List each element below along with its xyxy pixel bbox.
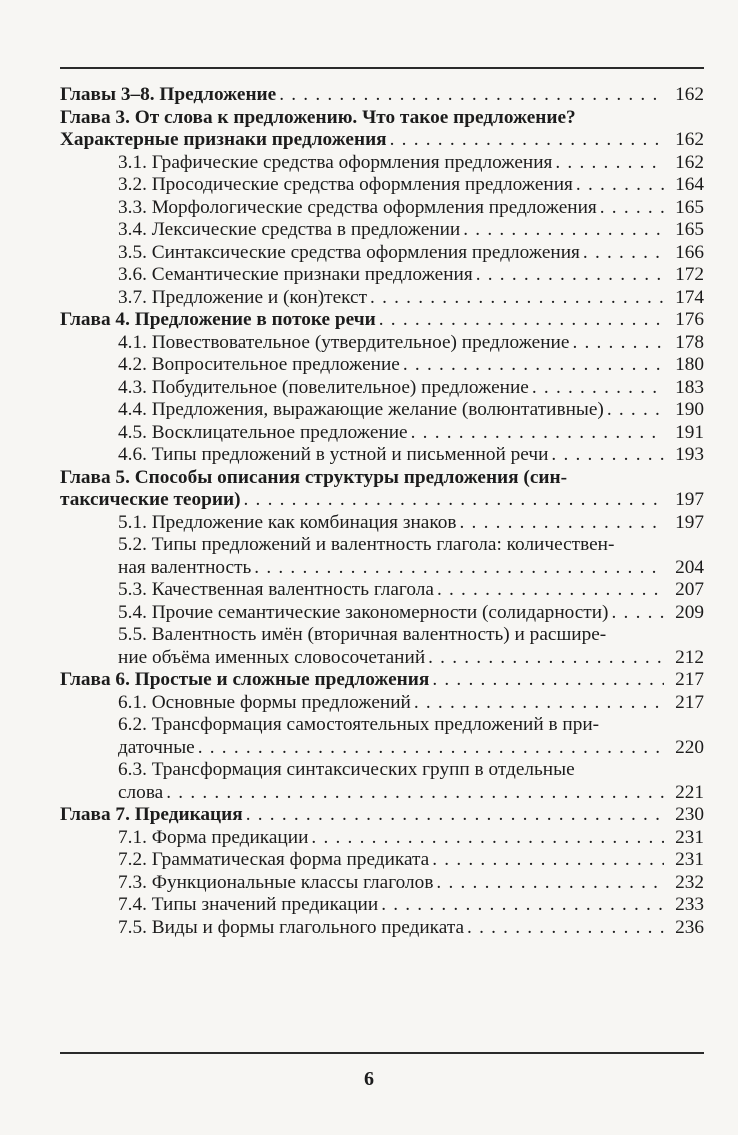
toc-entry-title: 4.2. Вопросительное предложение xyxy=(118,354,400,375)
toc-section-entry xyxy=(60,219,704,242)
toc-section-entry xyxy=(60,692,704,715)
toc-leader-dots xyxy=(436,872,664,895)
toc-entry-title: 5.2. Типы предложений и валентность глагола: количествен- xyxy=(118,534,615,555)
toc-entry-title: Характерные признаки предложения xyxy=(60,129,387,150)
toc-entry-title: Глава 7. Предикация xyxy=(60,804,243,825)
toc-entry-title: 3.5. Синтаксические средства оформления предложения xyxy=(118,241,580,263)
toc-page-number: 209 xyxy=(675,601,704,623)
toc-leader-dots xyxy=(532,377,664,400)
toc-section-entry xyxy=(60,917,704,940)
toc-leader-dots xyxy=(254,557,664,580)
toc-page-number: 233 xyxy=(675,894,704,915)
toc-page-number: 172 xyxy=(675,264,704,285)
toc-page-number: 165 xyxy=(675,196,704,218)
toc-entry-title: 4.3. Побудительное (повелительное) предложение xyxy=(118,376,529,398)
toc-entry-title: 7.2. Грамматическая форма предиката xyxy=(118,849,430,870)
toc-entry-title: Глава 5. Способы описания структуры предложения (син- xyxy=(60,466,568,488)
toc-entry-title: ная валентность xyxy=(118,556,252,578)
toc-entry-title: 4.1. Повествовательное (утвердительное) предложение xyxy=(118,331,570,353)
toc-page-number: 193 xyxy=(675,444,704,465)
toc-page-number: 162 xyxy=(675,151,704,173)
toc-leader-dots xyxy=(555,152,664,175)
toc-leader-dots xyxy=(467,917,664,940)
toc-section-entry xyxy=(60,872,704,895)
toc-entry-title: ние объёма именных словосочетаний xyxy=(118,646,426,668)
toc-page-number: 180 xyxy=(675,354,704,375)
toc-leader-dots xyxy=(411,422,664,445)
toc-leader-dots xyxy=(390,129,664,152)
toc-leader-dots xyxy=(611,602,664,625)
toc-section-entry xyxy=(60,422,704,445)
toc-leader-dots xyxy=(428,647,664,670)
toc-entry-title: Глава 4. Предложение в потоке речи xyxy=(60,309,376,330)
toc-section-entry xyxy=(60,624,704,669)
toc-chapter-entry xyxy=(60,669,704,692)
toc-entry-title: даточные xyxy=(118,736,195,758)
toc-section-entry xyxy=(60,377,704,400)
toc-leader-dots xyxy=(414,692,664,715)
toc-page-number: 162 xyxy=(675,84,704,105)
toc-page-number: 212 xyxy=(675,646,704,668)
top-rule xyxy=(60,67,704,69)
toc-entry-title: 3.6. Семантические признаки предложения xyxy=(118,264,473,285)
toc-page-number: 162 xyxy=(675,129,704,150)
toc-entry-title: 6.2. Трансформация самостоятельных предложений в при- xyxy=(118,714,600,735)
toc-section-entry xyxy=(60,512,704,535)
toc-leader-dots xyxy=(244,489,665,512)
toc-entry-title: 3.2. Просодические средства оформления предложения xyxy=(118,174,573,195)
toc-entry-title: 4.4. Предложения, выражающие желание (волюнтативные) xyxy=(118,399,604,420)
page-number: 6 xyxy=(364,1068,374,1090)
toc-section-entry xyxy=(60,152,704,175)
toc-page-number: 207 xyxy=(675,579,704,600)
toc-page-number: 165 xyxy=(675,219,704,240)
toc-section-entry xyxy=(60,242,704,265)
toc-entry-title: Глава 3. От слова к предложению. Что такое предложение? xyxy=(60,106,576,128)
toc-page-number: 220 xyxy=(675,736,704,758)
toc-entry-title: 3.4. Лексические средства в предложении xyxy=(118,219,461,240)
toc-chapter-entry xyxy=(60,84,704,107)
toc-entry-title: 3.3. Морфологические средства оформления предложения xyxy=(118,196,597,218)
toc-leader-dots xyxy=(583,242,664,265)
toc-section-entry xyxy=(60,602,704,625)
toc-entry-title: 5.5. Валентность имён (вторичная валентность) и расшире- xyxy=(118,624,607,645)
toc-page-number: 221 xyxy=(675,781,704,803)
toc-entry-title: слова xyxy=(118,781,164,803)
toc-leader-dots xyxy=(463,219,664,242)
toc-page-number: 183 xyxy=(675,376,704,398)
toc-page-number: 191 xyxy=(675,421,704,443)
toc-leader-dots xyxy=(166,782,664,805)
toc-page-number: 217 xyxy=(675,691,704,713)
toc-leader-dots xyxy=(476,264,664,287)
toc-page-number: 197 xyxy=(675,489,704,510)
toc-leader-dots xyxy=(432,669,664,692)
toc-leader-dots xyxy=(246,804,664,827)
toc-entry-title: Главы 3–8. Предложение xyxy=(60,84,277,105)
toc-page-number: 174 xyxy=(675,286,704,308)
toc-chapter-entry xyxy=(60,804,704,827)
toc-entry-title: 7.4. Типы значений предикации xyxy=(118,894,379,915)
toc-section-entry xyxy=(60,264,704,287)
toc-page-number: 164 xyxy=(675,174,704,195)
toc-page-number: 230 xyxy=(675,804,704,825)
toc-entry-title: 6.3. Трансформация синтаксических групп в отдельные xyxy=(118,759,575,780)
toc-leader-dots xyxy=(432,849,664,872)
toc-section-entry xyxy=(60,827,704,850)
bottom-rule xyxy=(60,1052,704,1054)
toc-section-entry xyxy=(60,197,704,220)
toc-leader-dots xyxy=(607,399,664,422)
toc-page-number: 231 xyxy=(675,826,704,848)
toc-entry-title: 5.1. Предложение как комбинация знаков xyxy=(118,511,457,533)
toc-page-number: 190 xyxy=(675,399,704,420)
table-of-contents xyxy=(60,84,704,939)
toc-section-entry xyxy=(60,174,704,197)
toc-page-number: 166 xyxy=(675,241,704,263)
toc-page-number: 236 xyxy=(675,916,704,938)
toc-page-number: 197 xyxy=(675,511,704,533)
toc-leader-dots xyxy=(576,174,664,197)
toc-entry-title: Глава 6. Простые и сложные предложения xyxy=(60,669,430,690)
toc-section-entry xyxy=(60,894,704,917)
toc-page-number: 178 xyxy=(675,331,704,353)
toc-entry-title: таксические теории) xyxy=(60,489,241,510)
toc-section-entry xyxy=(60,849,704,872)
toc-leader-dots xyxy=(279,84,664,107)
toc-page-number: 231 xyxy=(675,849,704,870)
toc-chapter-entry xyxy=(60,467,704,512)
toc-leader-dots xyxy=(403,354,664,377)
toc-entry-title: 6.1. Основные формы предложений xyxy=(118,691,411,713)
toc-leader-dots xyxy=(370,287,664,310)
toc-section-entry xyxy=(60,287,704,310)
toc-page-number: 232 xyxy=(675,871,704,893)
toc-section-entry xyxy=(60,444,704,467)
toc-section-entry xyxy=(60,579,704,602)
toc-entry-title: 3.1. Графические средства оформления предложения xyxy=(118,151,553,173)
toc-chapter-entry xyxy=(60,309,704,332)
toc-entry-title: 5.4. Прочие семантические закономерности (солидарности) xyxy=(118,601,609,623)
toc-section-entry xyxy=(60,759,704,804)
toc-entry-title: 4.6. Типы предложений в устной и письменной речи xyxy=(118,444,549,465)
toc-page-number: 217 xyxy=(675,669,704,690)
toc-section-entry xyxy=(60,354,704,377)
toc-page-number: 176 xyxy=(675,309,704,330)
toc-leader-dots xyxy=(600,197,664,220)
toc-entry-title: 3.7. Предложение и (кон)текст xyxy=(118,286,368,308)
toc-section-entry xyxy=(60,399,704,422)
toc-entry-title: 4.5. Восклицательное предложение xyxy=(118,421,408,443)
toc-chapter-entry xyxy=(60,107,704,152)
toc-page-number: 204 xyxy=(675,556,704,578)
toc-leader-dots xyxy=(198,737,664,760)
toc-leader-dots xyxy=(459,512,664,535)
toc-leader-dots xyxy=(551,444,664,467)
toc-leader-dots xyxy=(381,894,664,917)
toc-section-entry xyxy=(60,714,704,759)
toc-leader-dots xyxy=(379,309,664,332)
toc-entry-title: 7.1. Форма предикации xyxy=(118,826,309,848)
toc-entry-title: 5.3. Качественная валентность глагола xyxy=(118,579,434,600)
toc-entry-title: 7.5. Виды и формы глагольного предиката xyxy=(118,916,465,938)
toc-leader-dots xyxy=(572,332,664,355)
toc-section-entry xyxy=(60,332,704,355)
toc-section-entry xyxy=(60,534,704,579)
toc-leader-dots xyxy=(437,579,664,602)
toc-leader-dots xyxy=(311,827,664,850)
toc-entry-title: 7.3. Функциональные классы глаголов xyxy=(118,871,434,893)
